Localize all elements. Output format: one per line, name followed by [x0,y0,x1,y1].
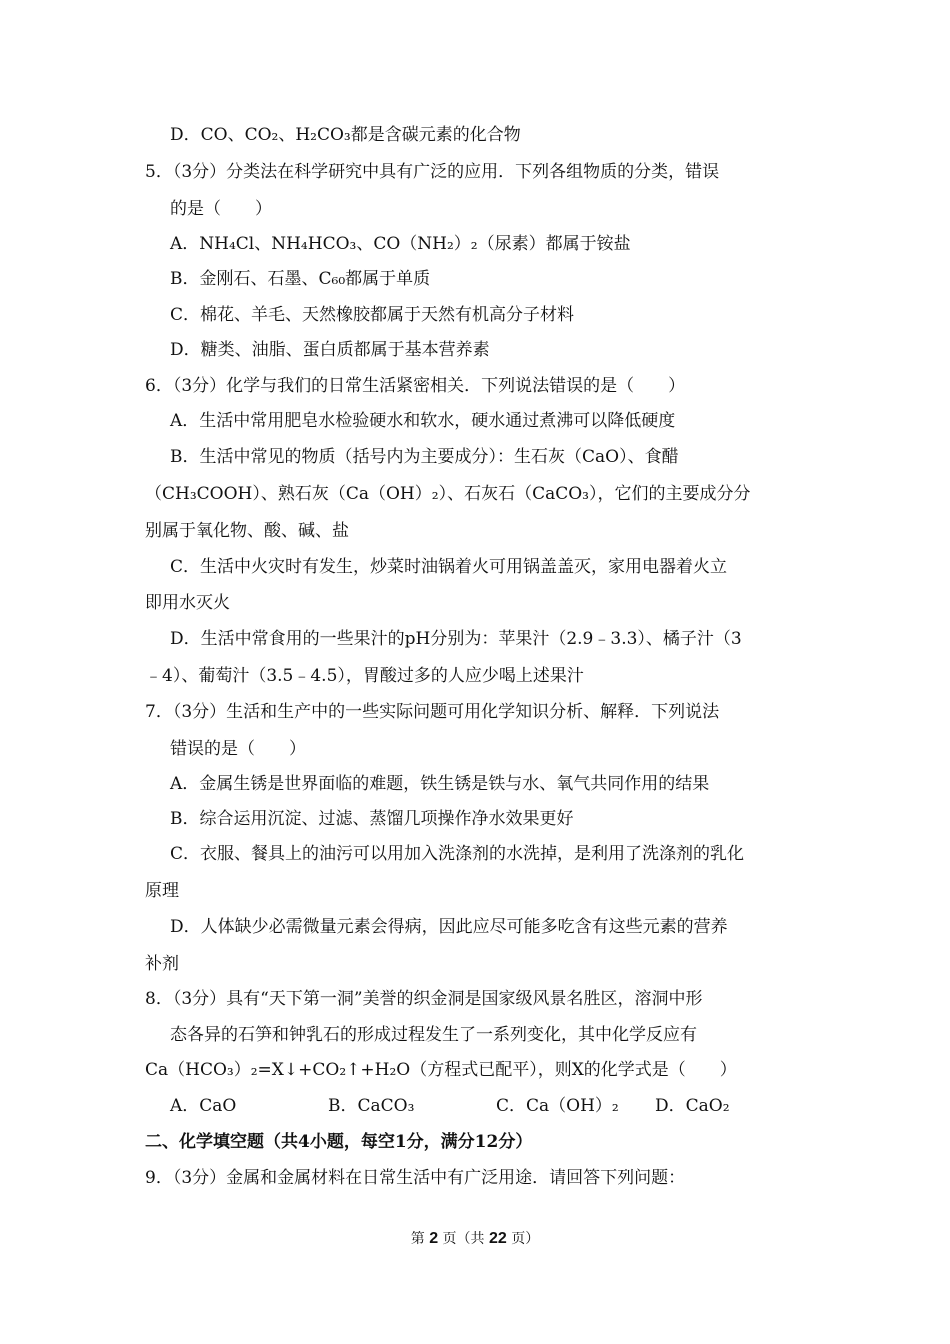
q6-stem: 6．（3分）化学与我们的日常生活紧密相关．下列说法错误的是（ ） [145,376,686,396]
q7-option-c: C．衣服、餐具上的油污可以用加入洗涤剂的水洗掉，是利用了洗涤剂的乳化 [170,844,745,864]
q6-option-b: B．生活中常见的物质（括号内为主要成分）：生石灰（CaO）、食醋 [170,447,679,467]
q6-option-c-cont: 即用水灭火 [145,593,230,613]
q8-stem-cont: 态各异的石笋和钟乳石的形成过程发生了一系列变化，其中化学反应有 [170,1025,697,1045]
footer-total-pages: 22 [489,1230,507,1247]
q9-stem: 9．（3分）金属和金属材料在日常生活中有广泛用途．请回答下列问题： [145,1168,686,1188]
q7-stem-cont: 错误的是（ ） [170,739,306,759]
footer-page-number: 2 [429,1230,439,1247]
page-footer [0,1228,950,1250]
q6-option-b-cont: （CH₃COOH）、熟石灰（Ca（OH）₂）、石灰石（CaCO₃），它们的主要成分分 [145,484,751,504]
footer-mid: 页（共 [442,1231,485,1247]
q8-option-d: D．CaO₂ [655,1096,730,1116]
q8-option-c: C．Ca（OH）₂ [496,1096,619,1116]
q4-option-d: D．CO、CO₂、H₂CO₃都是含碳元素的化合物 [170,125,521,145]
q5-stem: 5．（3分）分类法在科学研究中具有广泛的应用．下列各组物质的分类，错误 [145,162,720,182]
q7-stem: 7．（3分）生活和生产中的一些实际问题可用化学知识分析、解释．下列说法 [145,702,720,722]
q6-option-a: A．生活中常用肥皂水检验硬水和软水，硬水通过煮沸可以降低硬度 [170,411,676,431]
q6-option-d-cont: ﹣4）、葡萄汁（3.5﹣4.5），胃酸过多的人应少喝上述果汁 [145,666,584,686]
footer-prefix: 第 [410,1231,425,1247]
q6-option-b-cont2: 别属于氧化物、酸、碱、盐 [145,521,349,541]
footer-suffix: 页） [511,1231,540,1247]
q7-option-b: B．综合运用沉淀、过滤、蒸馏几项操作净水效果更好 [170,809,574,829]
q5-stem-cont: 的是（ ） [170,199,272,219]
q5-option-c: C．棉花、羊毛、天然橡胶都属于天然有机高分子材料 [170,305,575,325]
q6-option-d: D．生活中常食用的一些果汁的pH分别为：苹果汁（2.9﹣3.3）、橘子汁（3 [170,629,742,649]
q7-option-d: D．人体缺少必需微量元素会得病，因此应尽可能多吃含有这些元素的营养 [170,917,728,937]
section-heading: 二、化学填空题（共4小题，每空1分，满分12分） [145,1132,533,1152]
q5-option-b: B．金刚石、石墨、C₆₀都属于单质 [170,269,431,289]
q8-option-a: A．CaO [170,1096,237,1116]
q6-option-c: C．生活中火灾时有发生，炒菜时油锅着火可用锅盖盖灭，家用电器着火立 [170,557,728,577]
q8-options-row [170,1093,790,1119]
q8-stem: 8．（3分）具有“天下第一洞”美誉的织金洞是国家级风景名胜区，溶洞中形 [145,989,703,1009]
q7-option-d-cont: 补剂 [145,954,179,974]
q8-equation: Ca（HCO₃）₂=X↓+CO₂↑+H₂O（方程式已配平），则X的化学式是（ ） [145,1060,737,1080]
q5-option-a: A．NH₄Cl、NH₄HCO₃、CO（NH₂）₂（尿素）都属于铵盐 [170,234,631,254]
q7-option-a: A．金属生锈是世界面临的难题，铁生锈是铁与水、氧气共同作用的结果 [170,774,710,794]
q7-option-c-cont: 原理 [145,881,179,901]
q5-option-d: D．糖类、油脂、蛋白质都属于基本营养素 [170,340,490,360]
q8-option-b: B．CaCO₃ [328,1096,415,1116]
